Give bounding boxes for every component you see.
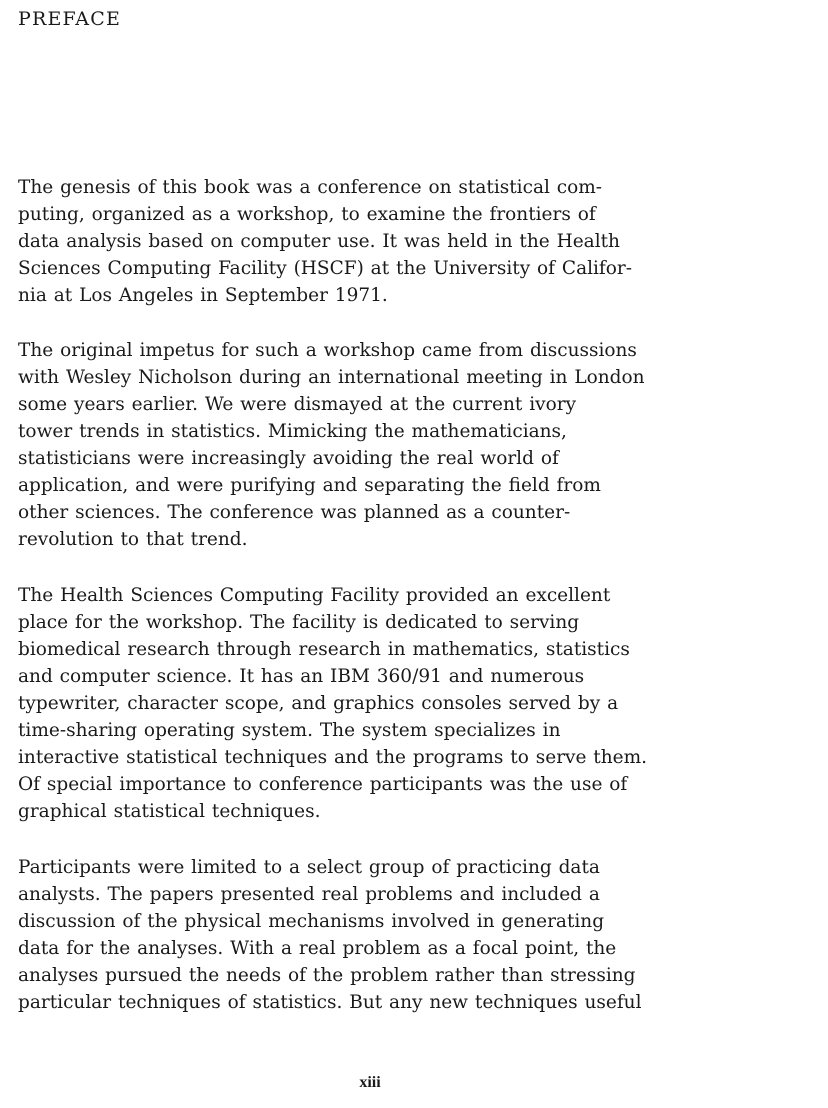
text-line: some years earlier. We were dismayed at the current ivory bbox=[18, 394, 577, 415]
text-line: other sciences. The conference was planned as a counter- bbox=[18, 502, 571, 523]
text-line: application, and were purifying and separating the field from bbox=[18, 475, 601, 496]
text-line: nia at Los Angeles in September 1971. bbox=[18, 285, 388, 306]
text-line: analysts. The papers presented real problems and included a bbox=[18, 884, 600, 905]
text-line: graphical statistical techniques. bbox=[18, 801, 321, 822]
paragraph-participants bbox=[18, 854, 818, 1016]
page-number: xiii bbox=[359, 1074, 381, 1091]
text-line: with Wesley Nicholson during an international meeting in London bbox=[18, 367, 645, 388]
text-line: The genesis of this book was a conference on statistical com- bbox=[18, 177, 603, 198]
text-line: The Health Sciences Computing Facility provided an excellent bbox=[18, 585, 611, 606]
text-line: typewriter, character scope, and graphics consoles served by a bbox=[18, 693, 619, 714]
text-line: particular techniques of statistics. But any new techniques useful bbox=[18, 992, 642, 1013]
text-line: The original impetus for such a workshop came from discussions bbox=[18, 340, 637, 361]
text-line: time-sharing operating system. The system specializes in bbox=[18, 720, 561, 741]
text-line: statisticians were increasingly avoiding the real world of bbox=[18, 448, 559, 469]
text-line: tower trends in statistics. Mimicking the mathematicians, bbox=[18, 421, 567, 442]
text-line: Of special importance to conference participants was the use of bbox=[18, 774, 628, 795]
text-line: discussion of the physical mechanisms involved in generating bbox=[18, 911, 605, 932]
paragraph-impetus bbox=[18, 337, 818, 553]
text-line: and computer science. It has an IBM 360/91 and numerous bbox=[18, 666, 585, 687]
page-heading: PREFACE bbox=[18, 8, 122, 30]
text-line: data for the analyses. With a real problem as a focal point, the bbox=[18, 938, 617, 959]
text-line: biomedical research through research in mathematics, statistics bbox=[18, 639, 630, 660]
paragraph-genesis bbox=[18, 174, 818, 309]
text-line: interactive statistical techniques and the programs to serve them. bbox=[18, 747, 648, 768]
text-line: analyses pursued the needs of the problem rather than stressing bbox=[18, 965, 636, 986]
text-line: revolution to that trend. bbox=[18, 529, 248, 550]
text-line: Sciences Computing Facility (HSCF) at the University of Califor- bbox=[18, 258, 633, 279]
text-line: data analysis based on computer use. It was held in the Health bbox=[18, 231, 620, 252]
text-line: Participants were limited to a select group of practicing data bbox=[18, 857, 600, 878]
paragraph-facility bbox=[18, 582, 818, 825]
text-line: puting, organized as a workshop, to examine the frontiers of bbox=[18, 204, 596, 225]
text-line: place for the workshop. The facility is dedicated to serving bbox=[18, 612, 580, 633]
